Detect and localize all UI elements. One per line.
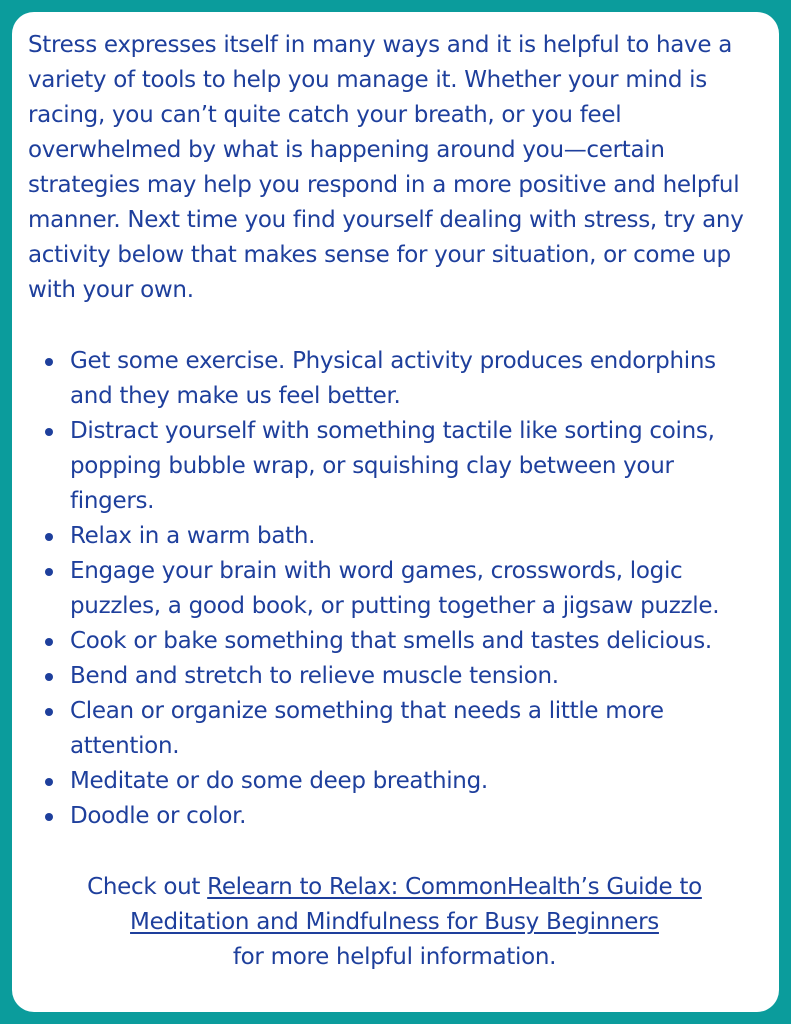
tip-text: Clean or organize something that needs a little more attention. — [70, 698, 664, 759]
bullet-icon — [45, 708, 53, 716]
tip-text: Engage your brain with word games, crosswords, logic puzzles, a good book, or putting together a jigsaw puzzle. — [70, 558, 720, 619]
intro-paragraph: Stress expresses itself in many ways and it is helpful to have a variety of tools to help you manage it. Whether your mind is racing, you can’t quite catch your breath, or you feel overwhelmed by what is happening around you—certain strategies may help you respond in a more positive and helpful manner. Next time you find yourself dealing with stress, try any activity below that makes sense for your situation, or come up with your own. — [28, 32, 744, 303]
tips-list — [28, 344, 761, 834]
bullet-icon — [45, 568, 53, 576]
list-item — [70, 764, 761, 799]
bullet-icon — [45, 533, 53, 541]
tip-text: Meditate or do some deep breathing. — [70, 768, 488, 794]
bullet-icon — [45, 638, 53, 646]
tip-text: Cook or bake something that smells and tastes delicious. — [70, 628, 712, 654]
content-card — [12, 12, 779, 1012]
footer-suffix: for more helpful information. — [232, 944, 557, 970]
bullet-icon — [45, 778, 53, 786]
tip-text: Relax in a warm bath. — [70, 523, 316, 549]
footer-note — [28, 870, 761, 975]
bullet-icon — [45, 673, 53, 681]
bullet-icon — [45, 813, 53, 821]
tip-text: Get some exercise. Physical activity produces endorphins and they make us feel better. — [70, 348, 716, 409]
footer-prefix: Check out — [87, 874, 208, 900]
bullet-icon — [45, 358, 53, 366]
list-item — [70, 414, 761, 519]
tip-text: Distract yourself with something tactile like sorting coins, popping bubble wrap, or squishing clay between your fingers. — [70, 418, 715, 514]
list-item — [70, 799, 761, 834]
tip-text: Bend and stretch to relieve muscle tension. — [70, 663, 559, 689]
list-item — [70, 659, 761, 694]
bullet-icon — [45, 428, 53, 436]
list-item — [70, 624, 761, 659]
list-item — [70, 519, 761, 554]
tip-text: Doodle or color. — [70, 803, 247, 829]
guide-link[interactable]: Relearn to Relax: CommonHealth’s Guide to Meditation and Mindfulness for Busy Beginners — [130, 874, 702, 935]
list-item — [70, 694, 761, 764]
list-item — [70, 344, 761, 414]
list-item — [70, 554, 761, 624]
